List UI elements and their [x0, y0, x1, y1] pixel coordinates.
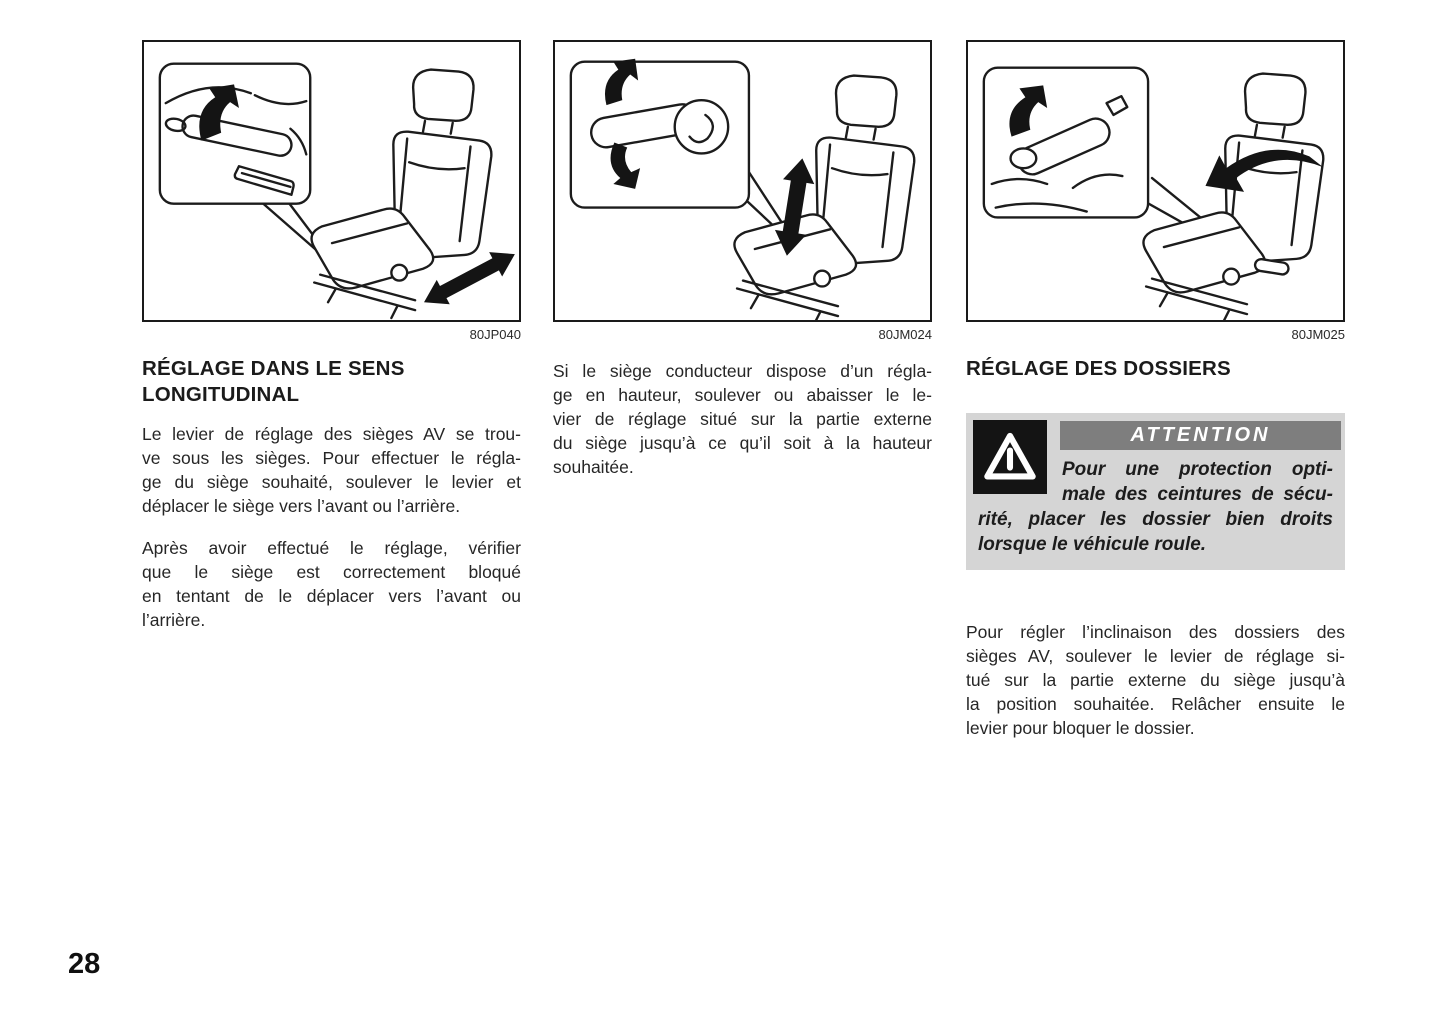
warning-line: male des ceintures de sécu-	[1062, 484, 1333, 505]
figure-caption: 80JM024	[878, 327, 932, 342]
paragraph	[553, 359, 932, 479]
paragraph	[142, 536, 521, 632]
body-line: sièges AV, soulever le levier de réglage si-	[966, 646, 1345, 666]
body-line: l’arrière.	[142, 610, 206, 630]
warning-line: Pour une protection opti-	[1062, 459, 1333, 480]
warning-text	[966, 457, 1345, 557]
body-line: vier de réglage situé sur la partie externe	[553, 409, 932, 429]
column-backrest	[966, 356, 1345, 382]
body-line: en tentant de le déplacer vers l’avant ou	[142, 586, 521, 606]
page-number: 28	[68, 948, 101, 980]
figure-box-height	[553, 40, 932, 322]
body-line: Pour régler l’inclinaison des dossiers des	[966, 622, 1345, 642]
warning-title-bar: ATTENTION	[1060, 421, 1341, 450]
body-line: ge du siège souhaité, soulever le levier et	[142, 472, 521, 492]
column-height	[553, 356, 932, 479]
paragraph	[142, 422, 521, 518]
body-line: ge en hauteur, soulever ou abaisser le le-	[553, 385, 932, 405]
figure-box-longitudinal	[142, 40, 521, 322]
body-line: levier pour bloquer le dossier.	[966, 718, 1195, 738]
body-line: du siège jusqu’à ce qu’il soit à la hauteur	[553, 433, 932, 453]
body-line: ve sous les sièges. Pour effectuer le régla-	[142, 448, 521, 468]
body-line: la position souhaitée. Relâcher ensuite le	[966, 694, 1345, 714]
warning-box	[966, 413, 1345, 570]
figure-box-backrest	[966, 40, 1345, 322]
body-line: Si le siège conducteur dispose d’un régla-	[553, 361, 932, 381]
section-heading: LONGITUDINAL	[142, 383, 300, 406]
warning-line: rité, placer les dossier bien droits	[978, 509, 1333, 530]
figure-caption: 80JP040	[469, 327, 521, 342]
warning-line: lorsque le véhicule roule.	[978, 534, 1207, 555]
seat-height-illustration-icon	[555, 42, 930, 320]
seat-backrest-illustration-icon	[968, 42, 1343, 320]
section-heading: RÉGLAGE DANS LE SENS	[142, 357, 405, 380]
body-line: tué sur la partie externe du siège jusqu’à	[966, 670, 1345, 690]
column-longitudinal	[142, 356, 521, 632]
body-line: que le siège est correctement bloqué	[142, 562, 521, 582]
body-line: Le levier de réglage des sièges AV se trou-	[142, 424, 521, 444]
body-line: Après avoir effectué le réglage, vérifier	[142, 538, 521, 558]
body-line: déplacer le siège vers l’avant ou l’arrière.	[142, 496, 461, 516]
body-line: souhaitée.	[553, 457, 634, 477]
figure-caption: 80JM025	[1291, 327, 1345, 342]
seat-longitudinal-illustration-icon	[144, 42, 519, 320]
paragraph	[966, 620, 1345, 740]
section-heading: RÉGLAGE DES DOSSIERS	[966, 357, 1231, 380]
